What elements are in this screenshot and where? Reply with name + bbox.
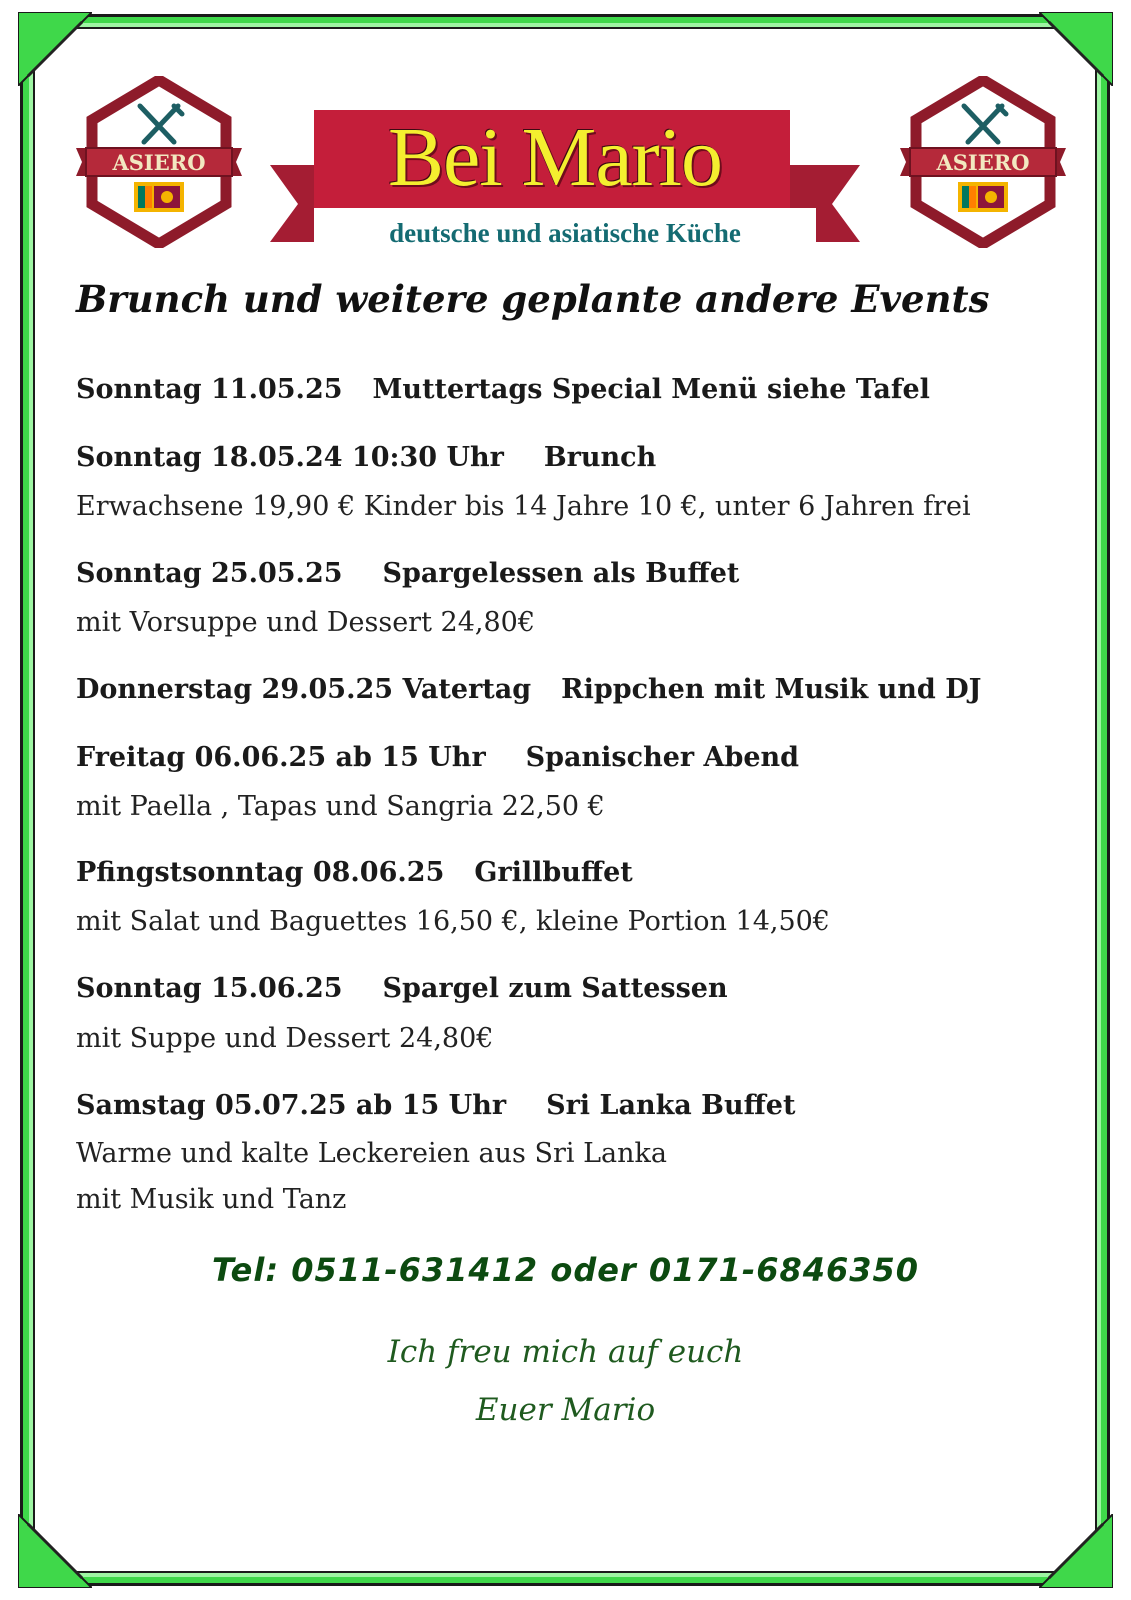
event-title-line (76, 372, 930, 408)
event-date: Sonntag 15.06.25 (76, 973, 343, 1004)
event-detail: Sri Lanka Buffet (546, 1090, 796, 1121)
restaurant-tagline: deutsche und asiatische Küche (389, 218, 741, 248)
restaurant-name: Bei Mario (388, 111, 722, 204)
event-description: mit Musik und Tanz (76, 1184, 347, 1215)
event-detail: Rippchen mit Musik und DJ (561, 674, 982, 705)
event-date: Sonntag 18.05.24 10:30 Uhr (76, 442, 504, 473)
event-title-line (76, 855, 633, 891)
event-date: Samstag 05.07.25 ab 15 Uhr (76, 1090, 507, 1121)
asiero-logo-label: ASIERO (112, 150, 206, 175)
event-detail: Grillbuffet (474, 857, 633, 888)
phone-numbers: Tel: 0511-631412 oder 0171-6846350 (211, 1251, 920, 1289)
frame-corner-top-right (1039, 12, 1113, 86)
event-date: Pfingstsonntag 08.06.25 (76, 857, 445, 888)
event-description: Warme und kalte Leckereien aus Sri Lanka (76, 1138, 667, 1169)
closing-greeting: Ich freu mich auf euch (387, 1334, 744, 1370)
frame-corner-bottom-right (1039, 1514, 1113, 1588)
event-description: mit Salat und Baguettes 16,50 €, kleine Portion 14,50€ (76, 906, 830, 937)
event-date: Sonntag 25.05.25 (76, 558, 343, 589)
page-heading: Brunch und weitere geplante andere Events (76, 277, 990, 321)
frame-corner-bottom-left (18, 1514, 92, 1588)
event-title-line (76, 672, 981, 708)
event-description: Erwachsene 19,90 € Kinder bis 14 Jahre 10 €, unter 6 Jahren frei (76, 491, 971, 522)
sri-lanka-flag-icon (958, 182, 1008, 212)
event-detail: Brunch (543, 442, 657, 473)
event-date: Sonntag 11.05.25 (76, 374, 343, 405)
closing-signature: Euer Mario (475, 1392, 656, 1428)
event-detail: Muttertags Special Menü siehe Tafel (372, 374, 930, 405)
event-description: mit Paella , Tapas und Sangria 22,50 € (76, 791, 605, 822)
event-date: Freitag 06.06.25 ab 15 Uhr (76, 742, 486, 773)
event-detail: Spanischer Abend (525, 742, 800, 773)
event-date: Donnerstag 29.05.25 Vatertag (76, 674, 532, 705)
event-title-line (76, 971, 728, 1007)
event-detail: Spargelessen als Buffet (382, 558, 740, 589)
event-title-line (76, 740, 799, 776)
restaurant-banner (270, 110, 860, 260)
asiero-logo-label: ASIERO (936, 150, 1030, 175)
event-title-line (76, 556, 739, 592)
event-detail: Spargel zum Sattessen (382, 973, 728, 1004)
event-title-line (76, 1088, 795, 1124)
event-description: mit Suppe und Dessert 24,80€ (76, 1023, 494, 1054)
event-title-line (76, 440, 656, 476)
frame-corner-top-left (18, 12, 92, 86)
asiero-logo-left (76, 76, 242, 248)
sri-lanka-flag-icon (134, 182, 184, 212)
event-description: mit Vorsuppe und Dessert 24,80€ (76, 607, 535, 638)
asiero-logo-right (900, 76, 1066, 248)
